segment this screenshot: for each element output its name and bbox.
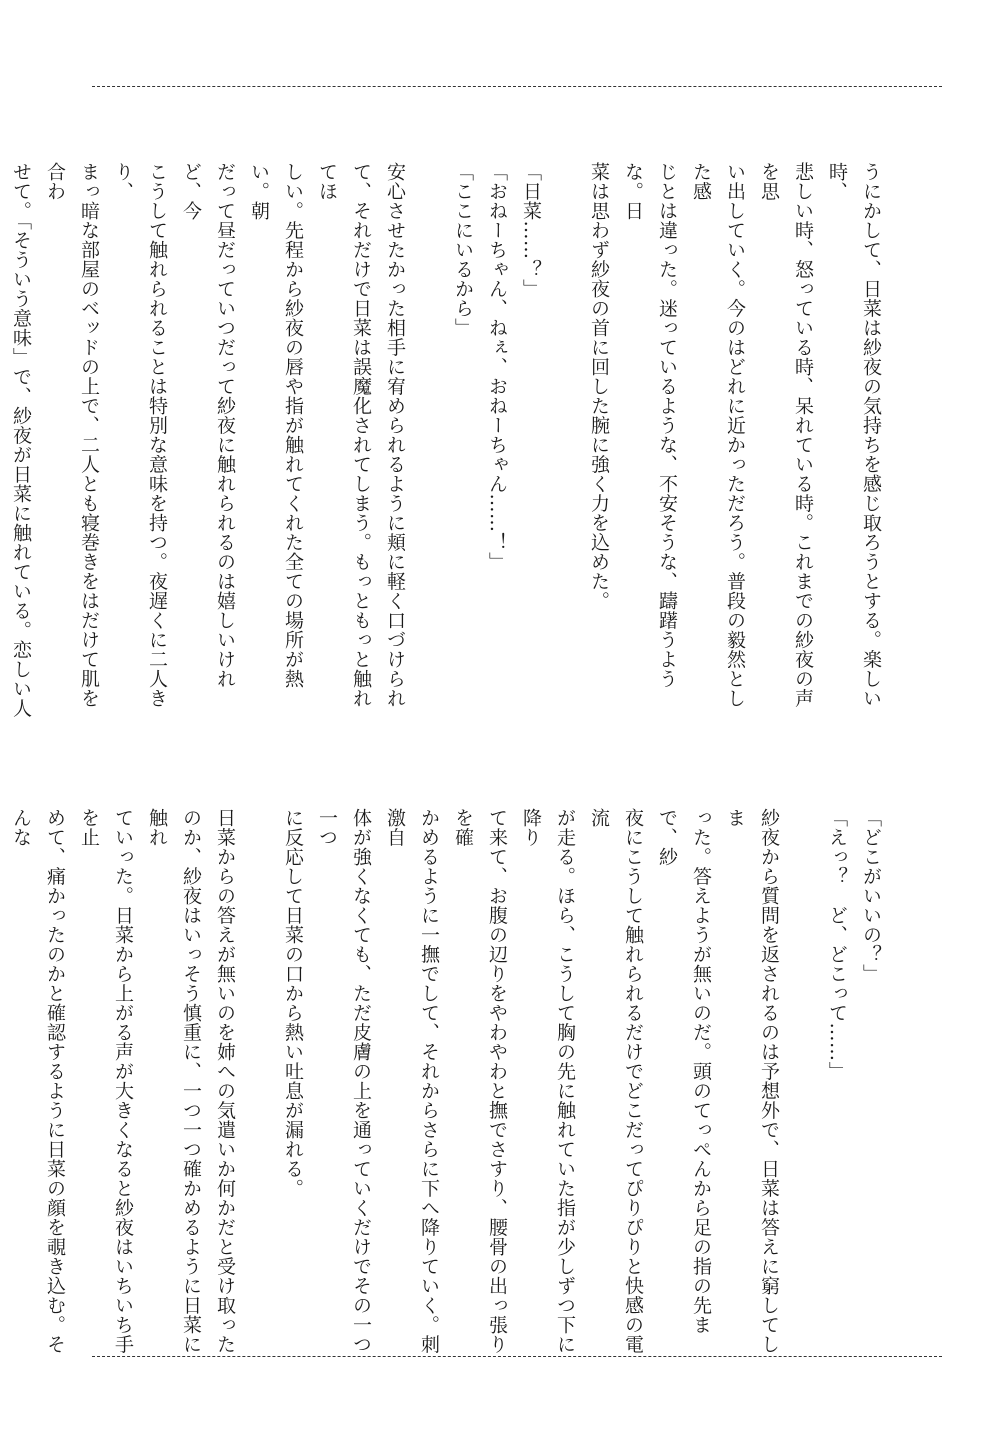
top-dashed-rule — [92, 86, 942, 87]
text-block-upper: うにかして、日菜は紗夜の気持ちを感じ取ろうとする。楽しい時、 悲しい時、怒っている時、呆れている時。これまでの紗夜の声を思 い出していく。今のはどれに近かっただろう。普段の毅然とした感 じとは違った。迷っているような、不安そうな、躊躇うような。日 菜は思わず紗夜の首に回した腕に強く力を込めた。 「日菜……？」 「おねーちゃん、ねぇ、おねーちゃん……！」 「ここにいるから」 安心させたかった相手に宥められるように頬に軽く口づけられ て、それだけで日菜は誤魔化されてしまう。もっともっと触れてほ しい。先程から紗夜の唇や指が触れてくれた全ての場所が熱い。朝 だって昼だっていつだって紗夜に触れられるのは嬉しいけれど、今 こうして触れられることは特別な意味を持つ。夜遅くに二人きり、 まっ暗な部屋のベッドの上で、二人とも寝巻きをはだけて肌を合わ せて。「そういう意味」で、紗夜が日菜に触れている。恋しい人 — [10, 162, 882, 718]
text-block-lower: 「どこがいいの？」 「えっ？ ど、どこって……」 紗夜から質問を返されるのは予想外で、日菜は答えに窮してしま った。答えようが無いのだ。頭のてっぺんから足の指の先まで、紗 夜にこうして触れられるだけでどこだってぴりぴりと快感の電流 が走る。ほら、こうして胸の先に触れていた指が少しずつ下に降り て来て、お腹の辺りをやわやわと撫でさすり、腰骨の出っ張りを確 かめるように一撫でして、それからさらに下へ降りていく。刺激自 体が強くなくても、ただ皮膚の上を通っていくだけでその一つ一つ に反応して日菜の口から熱い吐息が漏れる。 日菜からの答えが無いのを姉への気遣いか何かだと受け取った のか、紗夜はいっそう慎重に、一つ一つ確かめるように日菜に触れ ていった。日菜から上がる声が大きくなると紗夜はいちいち手を止 めて、痛かったのかと確認するように日菜の顔を覗き込む。そんな — [10, 808, 882, 1354]
bottom-dashed-rule — [92, 1356, 942, 1357]
